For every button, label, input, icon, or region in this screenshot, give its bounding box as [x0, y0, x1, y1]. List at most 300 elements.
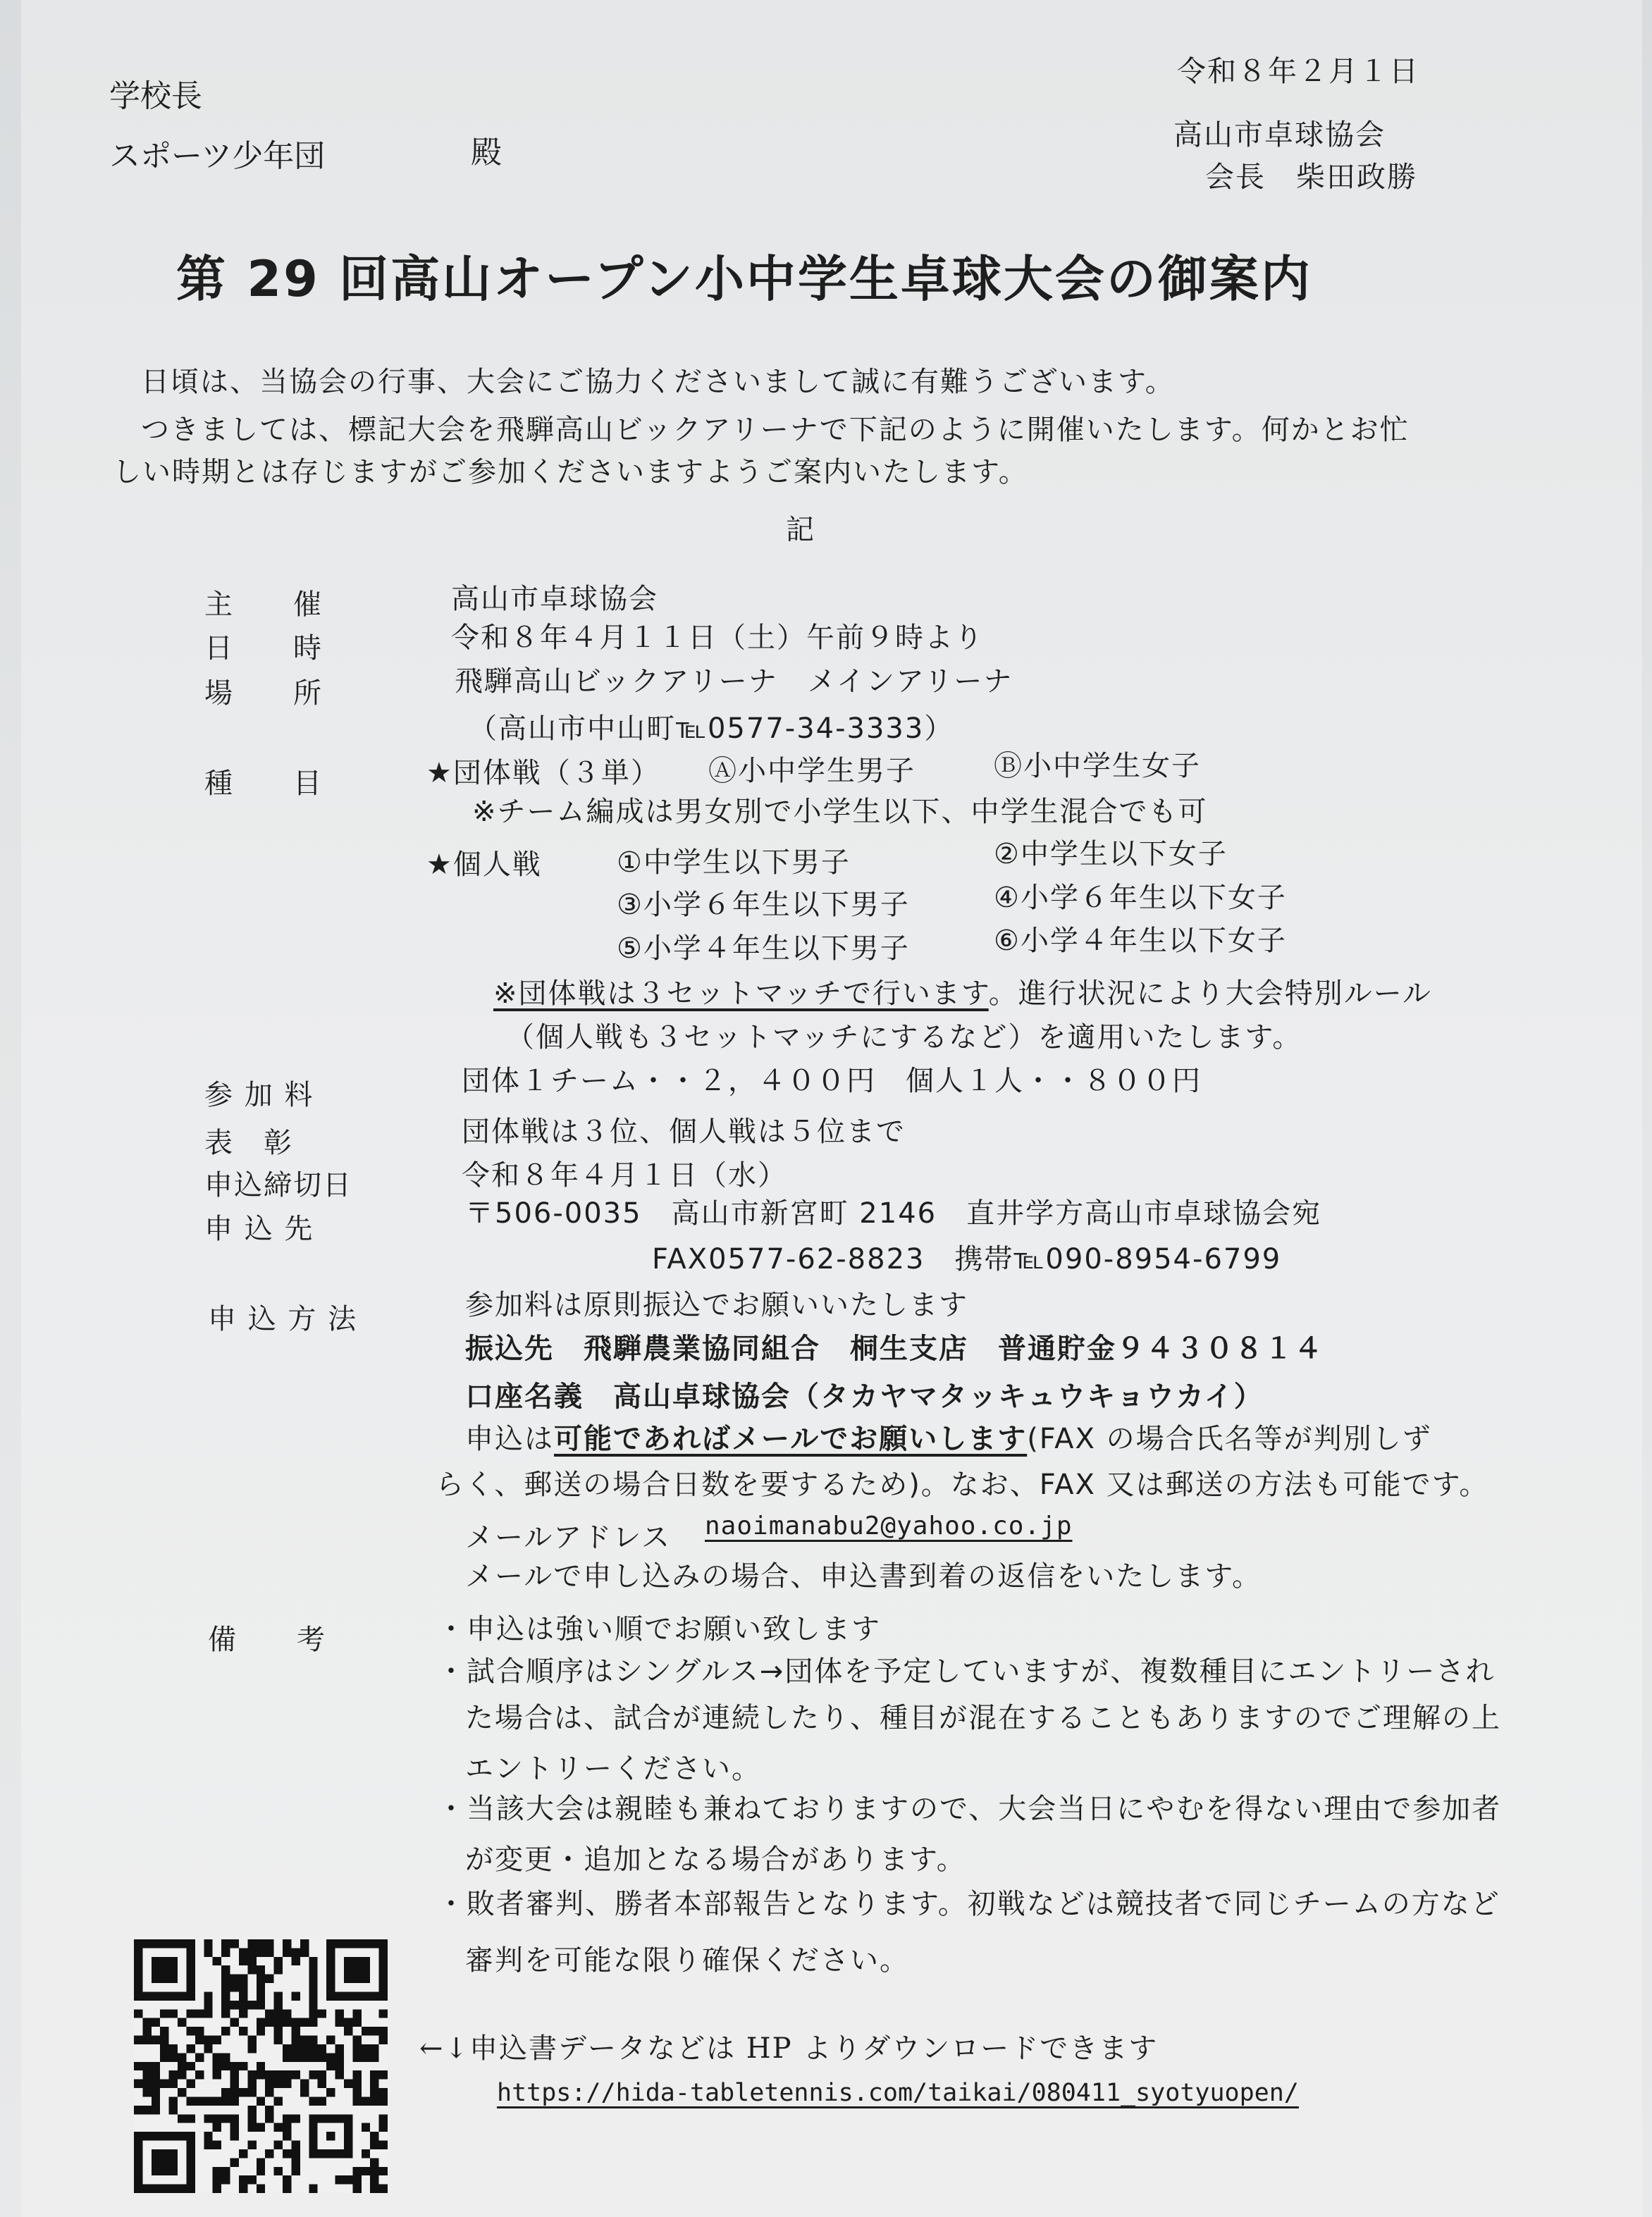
qr-module	[265, 2070, 273, 2079]
qr-module	[318, 2096, 326, 2105]
qr-module	[352, 2036, 361, 2044]
qr-module	[142, 2062, 151, 2070]
qr-module	[152, 2018, 160, 2027]
qr-module	[274, 1991, 283, 2000]
qr-module	[257, 2070, 265, 2079]
qr-module	[291, 2167, 300, 2175]
qr-module	[152, 2106, 160, 2114]
qr-module	[257, 1975, 265, 1983]
qr-module	[178, 2053, 186, 2061]
qr-module	[247, 1948, 256, 1956]
qr-module	[221, 2175, 230, 2184]
qr-module	[362, 2027, 370, 2035]
qr-module	[195, 2053, 204, 2061]
qr-module	[309, 2096, 317, 2105]
qr-module	[291, 1991, 300, 2000]
fee-label: 参 加 料	[204, 1079, 314, 1111]
qr-module	[142, 2036, 151, 2044]
place-value: 飛騨高山ビックアリーナ メインアリーナ	[455, 665, 1013, 698]
qr-module	[247, 2106, 256, 2114]
qr-module	[274, 2001, 283, 2009]
qr-module	[221, 1939, 230, 1948]
qr-module	[221, 1948, 230, 1956]
qr-module	[230, 2070, 239, 2079]
qr-module	[379, 2114, 388, 2123]
qr-module	[178, 2114, 186, 2123]
qr-module	[213, 2167, 221, 2175]
intro-line-2: つきましては、標記大会を飛騨高山ビックアリーナで下記のように開催いたします。何かとお忙	[141, 414, 1410, 446]
qr-module	[186, 2062, 195, 2070]
mail-preference-a: 申込は	[465, 1423, 554, 1455]
qr-module	[204, 1939, 212, 1948]
qr-module	[257, 2185, 265, 2193]
destination-contact: FAX0577-62-8823 携帯℡090-8954-6799	[652, 1243, 1282, 1276]
qr-module	[239, 1991, 247, 2000]
qr-module	[186, 2114, 195, 2123]
host-label: 主 催	[204, 588, 323, 621]
qr-module	[265, 1948, 273, 1956]
qr-module	[283, 2009, 291, 2018]
qr-module	[283, 1948, 291, 1956]
indiv-title: ★個人戦	[426, 848, 542, 881]
qr-module	[213, 2175, 221, 2184]
qr-module	[265, 2114, 273, 2123]
qr-module	[291, 1948, 300, 1956]
account-name: 口座名義 高山卓球協会（タカヤマタッキュウキョウカイ）	[465, 1381, 1264, 1413]
qr-module	[265, 2088, 273, 2096]
qr-module	[344, 2080, 352, 2088]
qr-module	[169, 2044, 178, 2053]
rule-note-1-rest: 。進行状況により大会特別ルール	[988, 977, 1432, 1010]
qr-module	[230, 1939, 239, 1948]
qr-module	[221, 2001, 230, 2009]
qr-module	[309, 1965, 317, 1974]
qr-module	[213, 2185, 221, 2193]
qr-module	[142, 2070, 151, 2079]
qr-module	[239, 2175, 247, 2184]
qr-module	[257, 1983, 265, 1991]
events-label: 種 目	[204, 767, 323, 800]
qr-module	[230, 2114, 239, 2123]
note-2: ・試合順序はシングルス→団体を予定していますが、複数種目にエントリーされ	[437, 1655, 1496, 1688]
qr-module	[142, 2027, 151, 2035]
qr-module	[370, 2185, 378, 2193]
qr-module	[247, 2044, 256, 2053]
qr-module	[379, 2009, 388, 2018]
qr-module	[186, 2027, 195, 2035]
qr-module	[230, 2080, 239, 2088]
qr-module	[230, 2096, 239, 2105]
qr-module	[221, 1983, 230, 1991]
qr-module	[213, 2053, 221, 2061]
qr-module	[291, 2036, 300, 2044]
award-label: 表 彰	[204, 1127, 293, 1159]
download-url[interactable]: https://hida-tabletennis.com/taikai/080411_syotyuopen/	[497, 2079, 1299, 2107]
qr-module	[318, 2053, 326, 2061]
qr-module	[152, 2070, 160, 2079]
bank-info: 振込先 飛騨農業協同組合 桐生支店 普通貯金９４３０８１４	[465, 1333, 1324, 1365]
qr-module	[239, 1957, 247, 1965]
indiv-5: ⑤小学４年生以下男子	[617, 932, 910, 965]
qr-module	[247, 2123, 256, 2132]
qr-module	[247, 2114, 256, 2123]
mail-preference-2: らく、郵送の場合日数を要するため)。なお、FAX 又は郵送の方法も可能です。	[436, 1469, 1489, 1501]
qr-module	[178, 2088, 186, 2096]
qr-module	[274, 2167, 283, 2175]
qr-module	[239, 1975, 247, 1983]
qr-module	[283, 2044, 291, 2053]
deadline-label: 申込締切日	[204, 1169, 352, 1202]
download-note: ←↓申込書データなどは HP よりダウンロードできます	[419, 2032, 1159, 2065]
qr-module	[221, 2114, 230, 2123]
qr-module	[230, 1983, 239, 1991]
indiv-1: ①中学生以下男子	[617, 846, 851, 879]
indiv-3: ③小学６年生以下男子	[617, 889, 910, 921]
note-2-cont-2: エントリーください。	[465, 1753, 761, 1785]
qr-module	[230, 2062, 239, 2070]
qr-module	[300, 2080, 309, 2088]
qr-module	[274, 2009, 283, 2018]
qr-module	[213, 2141, 221, 2149]
qr-module	[291, 2114, 300, 2123]
qr-module	[239, 2062, 247, 2070]
qr-module	[300, 2053, 309, 2061]
qr-module	[239, 1983, 247, 1991]
qr-module	[291, 2070, 300, 2079]
datetime-value: 令和８年４月１１日（土）午前９時より	[451, 622, 984, 654]
qr-module	[352, 2044, 361, 2053]
qr-module	[221, 2009, 230, 2018]
qr-module	[362, 2096, 370, 2105]
qr-module	[283, 2185, 291, 2193]
qr-module	[134, 2009, 142, 2018]
qr-module	[134, 2106, 142, 2114]
qr-module	[213, 2036, 221, 2044]
qr-module	[326, 2088, 335, 2096]
qr-module	[291, 2018, 300, 2027]
qr-module	[186, 2096, 195, 2105]
indiv-2: ②中学生以下女子	[994, 838, 1228, 870]
qr-module	[283, 2053, 291, 2061]
qr-module	[300, 2018, 309, 2027]
qr-module	[309, 2009, 317, 2018]
qr-module	[257, 2167, 265, 2175]
qr-module	[178, 2018, 186, 2027]
qr-module	[300, 2044, 309, 2053]
qr-module	[152, 2096, 160, 2105]
qr-module	[239, 2009, 247, 2018]
qr-module	[318, 2080, 326, 2088]
qr-code[interactable]	[134, 1939, 388, 2193]
qr-module	[230, 2018, 239, 2027]
qr-module	[239, 2027, 247, 2035]
qr-module	[309, 2053, 317, 2061]
qr-module	[326, 2062, 335, 2070]
qr-module	[370, 2132, 378, 2140]
qr-module	[352, 2088, 361, 2096]
place-sub: （高山市中山町℡0577-34-3333）	[469, 712, 954, 745]
qr-module	[274, 2123, 283, 2132]
qr-module	[265, 2106, 273, 2114]
qr-module	[274, 2096, 283, 2105]
indiv-4: ④小学６年生以下女子	[994, 882, 1287, 914]
qr-module	[352, 2070, 361, 2079]
qr-module	[221, 2062, 230, 2070]
team-a: Ⓐ小中学生男子	[708, 755, 916, 787]
qr-module	[379, 2096, 388, 2105]
qr-module	[370, 2027, 378, 2035]
qr-module	[344, 2018, 352, 2027]
qr-module	[291, 2027, 300, 2035]
indiv-6: ⑥小学４年生以下女子	[994, 925, 1287, 957]
qr-module	[352, 2018, 361, 2027]
intro-line-3: しい時期とは存じますがご参加くださいますようご案内いたします。	[113, 456, 1028, 488]
qr-module	[362, 2123, 370, 2132]
qr-module	[247, 2175, 256, 2184]
qr-module	[195, 2009, 204, 2018]
qr-module	[142, 2106, 151, 2114]
team-b: Ⓑ小中学生女子	[994, 750, 1201, 782]
notes-label: 備 考	[208, 1624, 326, 1656]
qr-module	[221, 2167, 230, 2175]
qr-module	[169, 2053, 178, 2061]
qr-module	[134, 2036, 142, 2044]
qr-module	[379, 2027, 388, 2035]
qr-module	[134, 2080, 142, 2088]
qr-module	[257, 2123, 265, 2132]
qr-module	[204, 2114, 212, 2123]
qr-module	[257, 2096, 265, 2105]
qr-module	[160, 2036, 168, 2044]
email-link[interactable]: naoimanabu2@yahoo.co.jp	[705, 1512, 1073, 1540]
qr-module	[309, 2018, 317, 2027]
sender-org: 高山市卓球協会	[1173, 118, 1386, 152]
qr-module	[160, 2044, 168, 2053]
qr-module	[265, 1975, 273, 1983]
recipient-line-1: 学校長	[109, 78, 202, 114]
qr-module	[274, 1957, 283, 1965]
qr-module	[221, 1965, 230, 1974]
team-note: ※チーム編成は男女別で小学生以下、中学生混合でも可	[472, 796, 1208, 828]
qr-module	[221, 2088, 230, 2096]
host-value: 高山市卓球協会	[451, 583, 658, 615]
qr-module	[152, 2036, 160, 2044]
qr-module	[370, 2096, 378, 2105]
qr-module	[160, 2080, 168, 2088]
qr-module	[362, 2053, 370, 2061]
qr-module	[186, 2044, 195, 2053]
mail-preference-emphasis: 可能であればメールでお願いします	[554, 1423, 1028, 1455]
team-title: ★団体戦（３単）	[426, 757, 660, 789]
destination-address: 〒506-0035 高山市新宮町 2146 直井学方高山市卓球協会宛	[465, 1197, 1322, 1230]
qr-module	[221, 2053, 230, 2061]
qr-module	[247, 1965, 256, 1974]
qr-module	[204, 2044, 212, 2053]
method-line-1: 参加料は原則振込でお願いいたします	[465, 1289, 968, 1321]
qr-module	[318, 2070, 326, 2079]
qr-module	[379, 2088, 388, 2096]
qr-module	[274, 2141, 283, 2149]
qr-module	[344, 2175, 352, 2184]
qr-module	[370, 2070, 378, 2079]
qr-module	[362, 2167, 370, 2175]
qr-module	[152, 2062, 160, 2070]
qr-module	[142, 2088, 151, 2096]
qr-module	[309, 1991, 317, 2000]
qr-module	[257, 2018, 265, 2027]
qr-module	[204, 1991, 212, 2000]
rule-note-1-underlined: ※団体戦は３セットマッチで行います	[493, 977, 989, 1010]
qr-module	[274, 1965, 283, 1974]
qr-module	[169, 2009, 178, 2018]
qr-module	[204, 2036, 212, 2044]
mail-preference	[465, 1416, 1432, 1457]
qr-module	[370, 2053, 378, 2061]
qr-module	[257, 1965, 265, 1974]
qr-module	[370, 2175, 378, 2184]
qr-module	[169, 2096, 178, 2105]
qr-module	[318, 2009, 326, 2018]
qr-module	[239, 2185, 247, 2193]
qr-module	[213, 2096, 221, 2105]
qr-module	[221, 2096, 230, 2105]
qr-module	[352, 2009, 361, 2018]
qr-module	[239, 2001, 247, 2009]
qr-module	[309, 1957, 317, 1965]
qr-module	[379, 2185, 388, 2193]
qr-module	[352, 2167, 361, 2175]
award-value: 団体戦は３位、個人戦は５位まで	[462, 1116, 906, 1148]
qr-module	[291, 2149, 300, 2158]
qr-module	[326, 2053, 335, 2061]
qr-module	[230, 2158, 239, 2166]
qr-module	[370, 2167, 378, 2175]
qr-module	[291, 2158, 300, 2166]
qr-module	[309, 2070, 317, 2079]
qr-module	[265, 2149, 273, 2158]
qr-module	[247, 2070, 256, 2079]
qr-module	[221, 2027, 230, 2035]
qr-module	[169, 2070, 178, 2079]
qr-module	[160, 2027, 168, 2035]
qr-module	[239, 2149, 247, 2158]
qr-module	[274, 2036, 283, 2044]
qr-module	[274, 2018, 283, 2027]
qr-module	[283, 2175, 291, 2184]
qr-module	[291, 2053, 300, 2061]
qr-module	[160, 2053, 168, 2061]
qr-module	[291, 1957, 300, 1965]
qr-module	[257, 2001, 265, 2009]
qr-module	[300, 1939, 309, 1948]
qr-module	[213, 2123, 221, 2132]
qr-module	[379, 2123, 388, 2132]
email-label: メールアドレス	[465, 1521, 671, 1554]
recipient-line-2: スポーツ少年団	[109, 138, 326, 174]
qr-module	[213, 2114, 221, 2123]
qr-module	[309, 2044, 317, 2053]
qr-module	[230, 2123, 239, 2132]
qr-module	[335, 2009, 344, 2018]
note-3: ・当該大会は親睦も兼ねておりますので、大会当日にやむを得ない理由で参加者	[437, 1793, 1502, 1825]
qr-module	[335, 2070, 344, 2079]
qr-module	[326, 2036, 335, 2044]
qr-module	[152, 2080, 160, 2088]
qr-module	[274, 2080, 283, 2088]
qr-module	[300, 1948, 309, 1956]
ki-mark: 記	[786, 514, 815, 546]
qr-module	[370, 2044, 378, 2053]
qr-module	[379, 2167, 388, 2175]
qr-module	[283, 2018, 291, 2027]
qr-module	[160, 2009, 168, 2018]
qr-module	[362, 2044, 370, 2053]
qr-module	[370, 2080, 378, 2088]
qr-module	[257, 2158, 265, 2166]
qr-module	[257, 2027, 265, 2035]
qr-module	[142, 2018, 151, 2027]
qr-module	[178, 2062, 186, 2070]
qr-module	[204, 1948, 212, 1956]
qr-module	[283, 2132, 291, 2140]
qr-module	[335, 2175, 344, 2184]
qr-module	[283, 2080, 291, 2088]
qr-module	[213, 2062, 221, 2070]
qr-module	[134, 2062, 142, 2070]
qr-module	[265, 2080, 273, 2088]
qr-module	[204, 2141, 212, 2149]
intro-line-1: 日頃は、当協会の行事、大会にご協力くださいまして誠に有難うございます。	[141, 366, 1175, 398]
qr-module	[230, 2132, 239, 2140]
qr-module	[213, 2070, 221, 2079]
qr-module	[186, 2080, 195, 2088]
qr-module	[152, 2088, 160, 2096]
qr-module	[247, 2080, 256, 2088]
qr-module	[204, 2001, 212, 2009]
qr-module	[169, 2106, 178, 2114]
qr-module	[247, 2088, 256, 2096]
qr-module	[265, 2009, 273, 2018]
qr-module	[257, 1939, 265, 1948]
qr-module	[379, 2036, 388, 2044]
place-label: 場 所	[204, 677, 323, 710]
qr-module	[318, 2044, 326, 2053]
note-3-cont: が変更・追加となる場合があります。	[465, 1844, 966, 1876]
rule-note-1	[493, 971, 1432, 1011]
qr-module	[195, 2070, 204, 2079]
qr-module	[247, 1939, 256, 1948]
qr-module	[247, 2141, 256, 2149]
qr-module	[204, 2132, 212, 2140]
qr-module	[335, 2053, 344, 2061]
qr-module	[247, 1957, 256, 1965]
qr-module	[230, 1975, 239, 1983]
qr-module	[370, 2088, 378, 2096]
qr-module	[352, 2096, 361, 2105]
qr-module	[247, 2036, 256, 2044]
sender-name: 会長 柴田政勝	[1205, 160, 1417, 194]
qr-module	[309, 1975, 317, 1983]
note-4-cont: 審判を可能な限り確保ください。	[465, 1944, 909, 1977]
qr-module	[247, 2001, 256, 2009]
qr-module	[291, 2141, 300, 2149]
qr-module	[300, 2088, 309, 2096]
qr-module	[352, 2185, 361, 2193]
qr-module	[309, 2185, 317, 2193]
qr-module	[335, 2018, 344, 2027]
qr-module	[309, 1983, 317, 1991]
reply-note: メールで申し込みの場合、申込書到着の返信をいたします。	[465, 1560, 1262, 1593]
